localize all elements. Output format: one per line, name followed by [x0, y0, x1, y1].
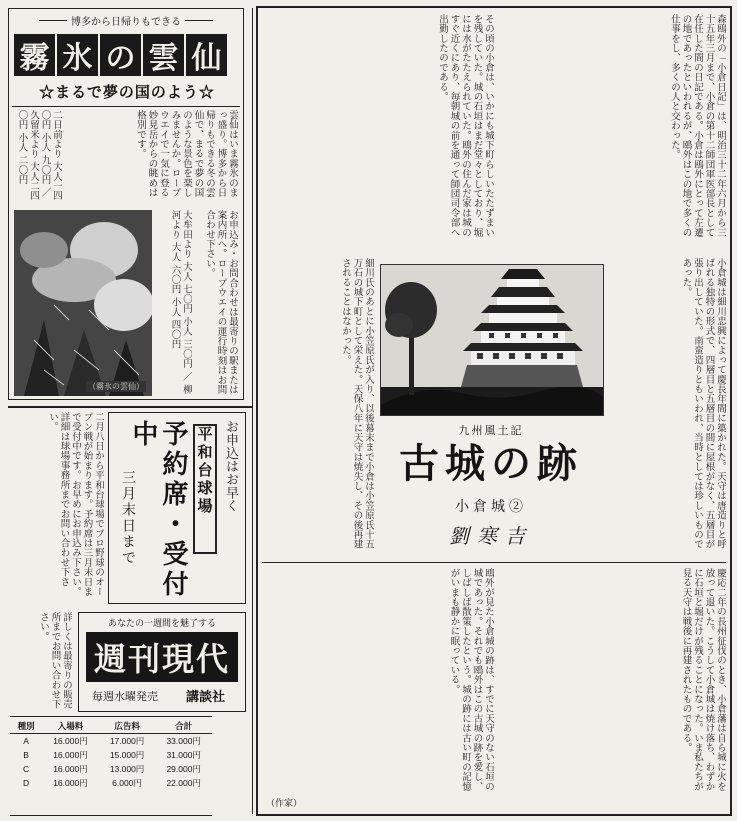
article-title: 古城の跡: [399, 440, 583, 487]
table-cell: 16.000円: [53, 736, 88, 746]
table-cell: 15.000円: [109, 750, 145, 760]
billiards-venue: [193, 424, 217, 554]
article-subtitle: 小倉城②: [455, 499, 527, 515]
title-char-5: 仙: [186, 34, 227, 76]
table-header: 合計: [175, 721, 193, 731]
table-cell: 33.000円: [166, 736, 201, 746]
article-title-block: [380, 420, 602, 560]
unzen-title: [14, 32, 240, 78]
table-cell: 31.000円: [166, 750, 201, 760]
castle-illustration: [381, 265, 603, 415]
billiards-headline: 予約席・受付中: [128, 420, 188, 600]
table-cell: 16.000円: [53, 778, 88, 788]
table-row: [10, 762, 212, 776]
series-label: 九州風土記: [458, 424, 524, 437]
article-text-mid-right: 小倉城は細川忠興によって慶長年間に築かれた。天守は唐造りと呼ばれる独特の形式で、四層目と五層目の間に屋根がなく、五層目が張り出していた。南蛮造りともいわれ、当時としては珍しいものであった。: [680, 258, 726, 549]
ad-rate-table: [10, 719, 212, 790]
weekly-title: [86, 632, 238, 682]
castle-photo: [380, 264, 604, 416]
mid-left-text: 二月八日から平和台球場でプロ野球のオープン戦が始まります。予約席は三月末日まで受付中です。お早めにお申込み下さい。詳細は球場事務所までお問い合わせ下さい。: [47, 412, 104, 597]
billiards-deadline: 三月末日まで: [120, 470, 136, 566]
weekly-side-text: 詳しくは最寄りの販売所までお問い合わせ下さい。: [38, 612, 72, 709]
unzen-fares-b: 大牟田より 大人 七〇円 小人 三〇円 ／ 柳 河より 大人 六〇円 小人 四〇円: [169, 210, 192, 395]
kicker-text: 博多から日帰りもできる: [71, 16, 181, 28]
unzen-body-b: お申込み・お問合わせは最寄りの駅または案内所へ。ロープウエイの運行時刻はお問合わせ下さい。: [204, 210, 238, 395]
table-cell: D: [23, 778, 30, 788]
unzen-kicker: [20, 12, 232, 28]
table-cell: B: [23, 750, 29, 760]
unzen-body-a: 雲仙はいま霧氷のまっ盛り。博多から日帰りもできる冬の雲仙で、まるで夢の国のような景色を楽しみませんか。ロープウエイで一気に登る妙見岳からの眺めは格別です。: [135, 110, 238, 198]
title-char-2: 氷: [57, 34, 98, 76]
title-char-4: 雲: [143, 34, 184, 76]
weekly-schedule: 毎週水曜発売: [92, 690, 158, 703]
unzen-fares-a: 二日前より 大人一四〇円 小人 九〇円 ／ 久留米より 大人二四〇円 小人 二〇円: [16, 110, 62, 201]
weekly-title-text: 週刊現代: [93, 640, 230, 678]
weekly-tagline: あなたの一週間を魅了する: [107, 618, 216, 629]
ad-rate-table-wrap: [10, 716, 212, 816]
weekly-publisher: 講談社: [186, 690, 226, 705]
table-cell: 13.000円: [109, 764, 145, 774]
table-header-row: [10, 719, 212, 734]
table-cell: 16.000円: [53, 764, 88, 774]
frosted-trees-illustration: [14, 210, 152, 396]
author-note: （作家）: [266, 799, 303, 809]
article-text-bottom-left: 鴎外が見た小倉城の跡は、すでに天守のない石垣の城であった。それでも鴎外はこの古城の跡を愛し、しばしば散策したという。城の跡には古い町の記憶がいまも静かに眠っている。: [448, 568, 494, 792]
unzen-photo: [14, 210, 152, 396]
table-cell: 6.000円: [112, 778, 142, 788]
table-header: 広告料: [114, 721, 140, 731]
table-cell: 22.000円: [166, 778, 201, 788]
table-cell: 16.000円: [53, 750, 88, 760]
table-header: 種別: [17, 721, 35, 731]
table-cell: 17.000円: [109, 736, 145, 746]
article-text-mid-left: 細川氏のあとに小笠原氏が入り、以後幕末まで小倉は小笠原氏十五万石の城下町として栄えた。天保八年に天守は焼失し、その後再建されることはなかった。: [340, 258, 374, 549]
unzen-subtitle: ☆まるで夢の国のよう☆: [39, 82, 215, 101]
article-text-top-right: 森鴎外の「小倉日記」は、明治三十二年六月から三十五年三月まで、小倉の第十二師団軍医部長として在任した間の日記である。小倉は鴎外にとって左遷の地であったといわれるが、鴎外はこの地で多くの仕事をし、多くの人と交わった。: [669, 14, 726, 238]
table-cell: A: [23, 736, 29, 746]
table-cell: C: [23, 764, 30, 774]
title-char-1: 霧: [14, 34, 55, 76]
article-byline: 劉寒吉: [449, 524, 533, 548]
table-cell: 29.000円: [166, 764, 201, 774]
photo-caption: （霧氷の雲仙）: [88, 382, 144, 391]
title-char-3: の: [100, 34, 141, 76]
table-header: 入場料: [57, 721, 84, 731]
article-text-top-left: その頃の小倉は、いかにも城下町らしいたたずまいを残していた。城の石垣はまだ堂々としており、堀には水がたたえられていた。鴎外の住んだ家は城のすぐ近くにあり、毎朝城の前を通って師団司令部へ出勤したのである。: [437, 14, 494, 238]
table-row: [10, 734, 212, 749]
table-row: [10, 776, 212, 790]
billiards-notice: お申込はお早く: [223, 420, 238, 513]
article-text-bottom-right: 慶応二年の長州征伐のとき、小倉藩は自ら城に火を放って退いた。こうして小倉城は焼け落ち、わずかに石垣と堀だけが残ることになった。いま私たちが見る天守は戦後に再建されたものである。: [680, 568, 726, 792]
table-row: [10, 748, 212, 762]
venue-label: 平和台球場: [195, 426, 214, 516]
